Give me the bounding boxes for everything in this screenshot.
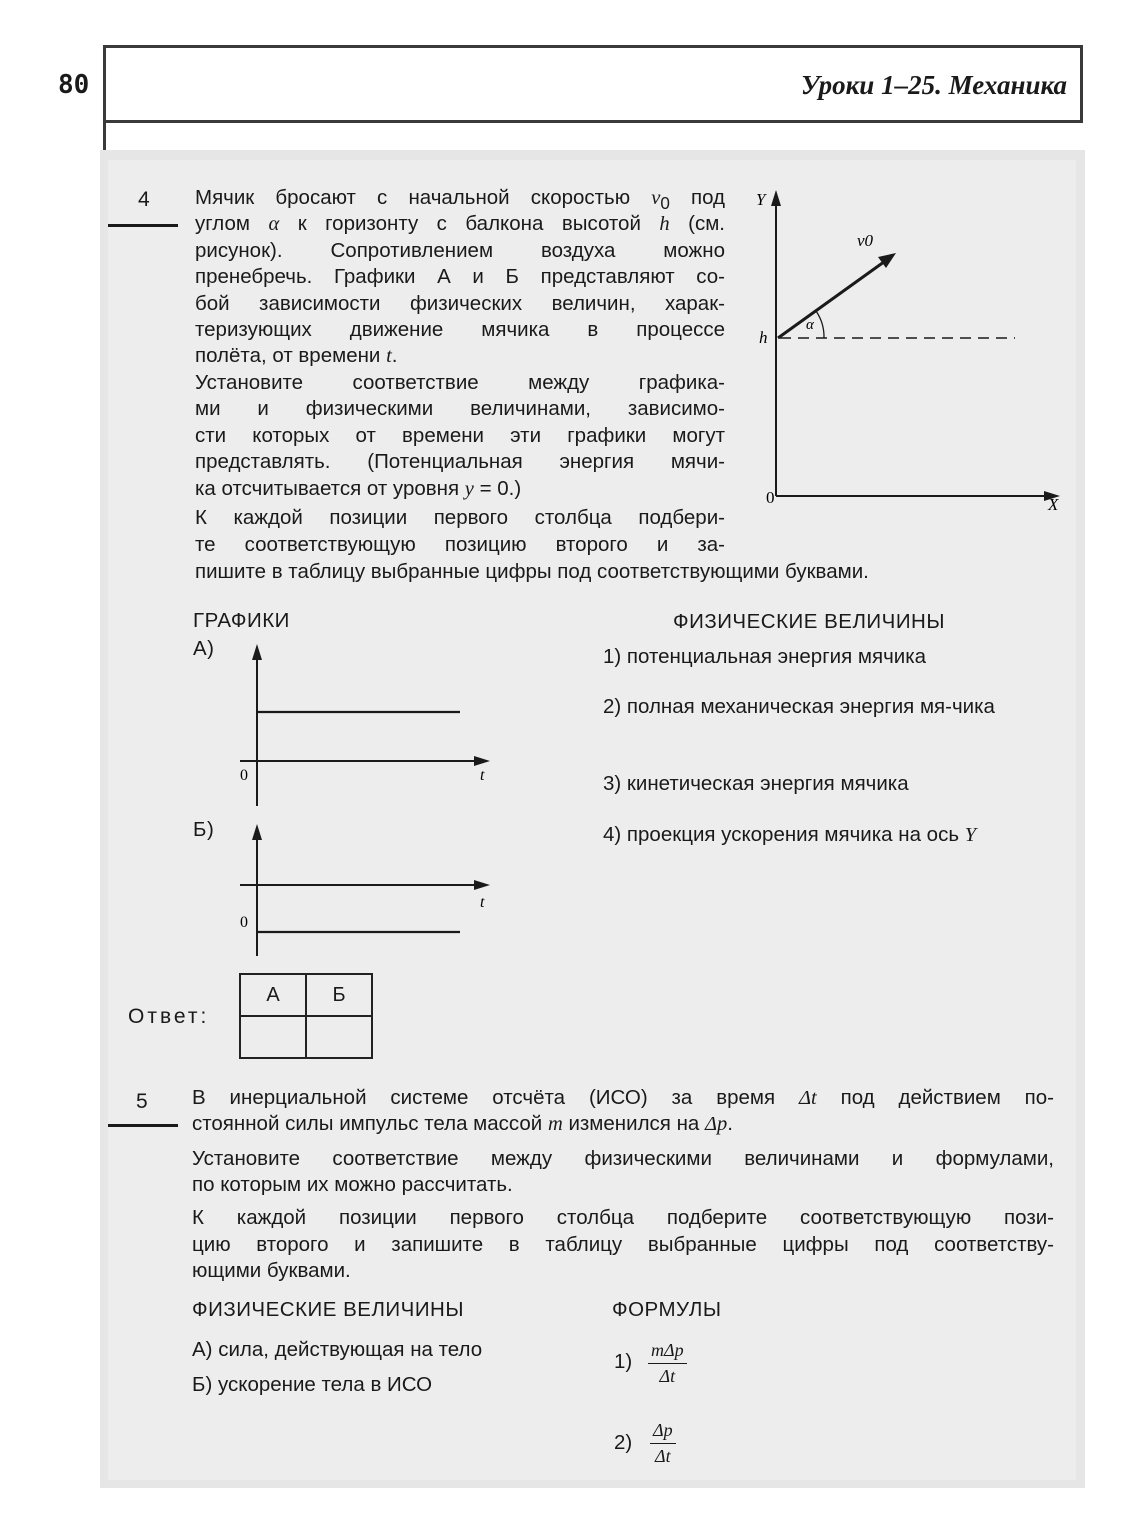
task-4-line: Мячик бросают с начальной скоростью $v_0$ под <box>195 186 725 214</box>
quantity-item: 4) проекция ускорения мячика на ось Y <box>603 823 977 846</box>
origin-label: 0 <box>766 488 775 507</box>
task-5-line: цию второго и запишите в таблицу выбранные цифры под соответству- <box>192 1233 1054 1256</box>
y-axis-arrow <box>771 190 781 206</box>
task-4-line: ми и физическими величинами, зависимо- <box>195 397 725 420</box>
formula-1 <box>648 1340 687 1387</box>
graph-b <box>230 820 500 960</box>
task-5-line: стоянной силы импульс тела массой m изменился на Δp. <box>192 1112 733 1135</box>
task-4-line: К каждой позиции первого столбца подбери- <box>195 506 725 529</box>
answer-cell-b[interactable] <box>306 1016 372 1058</box>
velocity-label: v0 <box>857 231 874 250</box>
task-5-number: 5 <box>136 1090 148 1113</box>
graph-a-time-arrow <box>474 756 490 766</box>
x-axis-label: X <box>1048 495 1059 514</box>
velocity-vector <box>778 259 888 338</box>
task-5-rule <box>108 1124 178 1127</box>
task-5-line: В инерциальной системе отсчёта (ИСО) за время Δt под действием по- <box>192 1086 1054 1109</box>
graph-a-vertical-arrow <box>252 644 262 660</box>
page-header-title: Уроки 1–25. Механика <box>800 70 1067 100</box>
formula-2-denominator: Δt <box>655 1446 671 1466</box>
task-4-line: сти которых от времени эти графики могут <box>195 424 725 447</box>
task-4-number: 4 <box>138 188 150 211</box>
task-4-line: пренебречь. Графики А и Б представляют со- <box>195 265 725 288</box>
formulas-heading: ФОРМУЛЫ <box>612 1298 722 1321</box>
task-5-quantity-item: Б) ускорение тела в ИСО <box>192 1373 433 1396</box>
answer-col-a: А <box>240 974 306 1016</box>
task-5-quantities-heading: ФИЗИЧЕСКИЕ ВЕЛИЧИНЫ <box>192 1298 465 1321</box>
quantity-item: 1) потенциальная энергия мячика <box>603 645 927 668</box>
task-4-line: те соответствующую позицию второго и за- <box>195 533 725 556</box>
graph-b-origin: 0 <box>240 914 248 931</box>
graph-b-t-label: t <box>480 894 485 911</box>
trajectory-figure <box>750 180 1080 520</box>
formula-1-denominator: Δt <box>659 1366 676 1386</box>
answer-label: Ответ: <box>128 1005 210 1028</box>
answer-cell-a[interactable] <box>240 1016 306 1058</box>
task-4-line: полёта, от времени t. <box>195 344 398 367</box>
graph-a-origin: 0 <box>240 767 248 784</box>
formula-2 <box>650 1420 676 1467</box>
task-4-line: рисунок). Сопротивлением воздуха можно <box>195 239 725 262</box>
task-4-line: теризующих движение мячика в процессе <box>195 318 725 341</box>
graphs-heading: ГРАФИКИ <box>193 609 290 632</box>
graph-a <box>230 640 500 812</box>
graph-a-label: А) <box>193 637 215 660</box>
formula-1-numerator: mΔp <box>648 1340 687 1364</box>
quantities-heading: ФИЗИЧЕСКИЕ ВЕЛИЧИНЫ <box>673 610 946 633</box>
task-4-line: представлять. (Потенциальная энергия мячи- <box>195 450 725 473</box>
formula-2-numerator: Δp <box>650 1420 676 1444</box>
answer-header-row <box>240 974 372 1016</box>
task-5-line: по которым их можно рассчитать. <box>192 1173 513 1196</box>
task-4-line: пишите в таблицу выбранные цифры под соответствующими буквами. <box>195 560 869 583</box>
angle-label: α <box>806 317 814 333</box>
task-4-rule <box>108 224 178 227</box>
graph-a-t-label: t <box>480 767 485 784</box>
angle-arc <box>816 311 824 338</box>
formula-1-label: 1) <box>614 1350 633 1373</box>
task-4-line: ка отсчитывается от уровня y = 0.) <box>195 477 522 500</box>
task-5-quantity-item: А) сила, действующая на тело <box>192 1338 483 1361</box>
formula-2-label: 2) <box>614 1431 633 1454</box>
height-label: h <box>759 328 768 347</box>
answer-table <box>239 973 373 1059</box>
quantity-item: 3) кинетическая энергия мячика <box>603 772 909 795</box>
quantity-item: 2) полная механическая энергия мя-чика <box>603 695 995 718</box>
task-4-line: бой зависимости физических величин, харак- <box>195 292 725 315</box>
graph-b-time-arrow <box>474 880 490 890</box>
graph-b-vertical-arrow <box>252 824 262 840</box>
task-4-line: углом α к горизонту с балкона высотой h (см. <box>195 212 725 235</box>
v0-symbol: $v_0$ <box>651 187 670 214</box>
page-number: 80 <box>58 70 90 100</box>
task-4-line: Установите соответствие между графика- <box>195 371 725 394</box>
y-axis-label: Y <box>756 190 766 209</box>
task-5-line: К каждой позиции первого столбца подберите соответствующую пози- <box>192 1206 1054 1229</box>
graph-b-label: Б) <box>193 818 215 841</box>
answer-input-row <box>240 1016 372 1058</box>
task-5-line: Установите соответствие между физическими величинами и формулами, <box>192 1147 1054 1170</box>
answer-col-b: Б <box>306 974 372 1016</box>
task-5-line: ющими буквами. <box>192 1259 351 1282</box>
